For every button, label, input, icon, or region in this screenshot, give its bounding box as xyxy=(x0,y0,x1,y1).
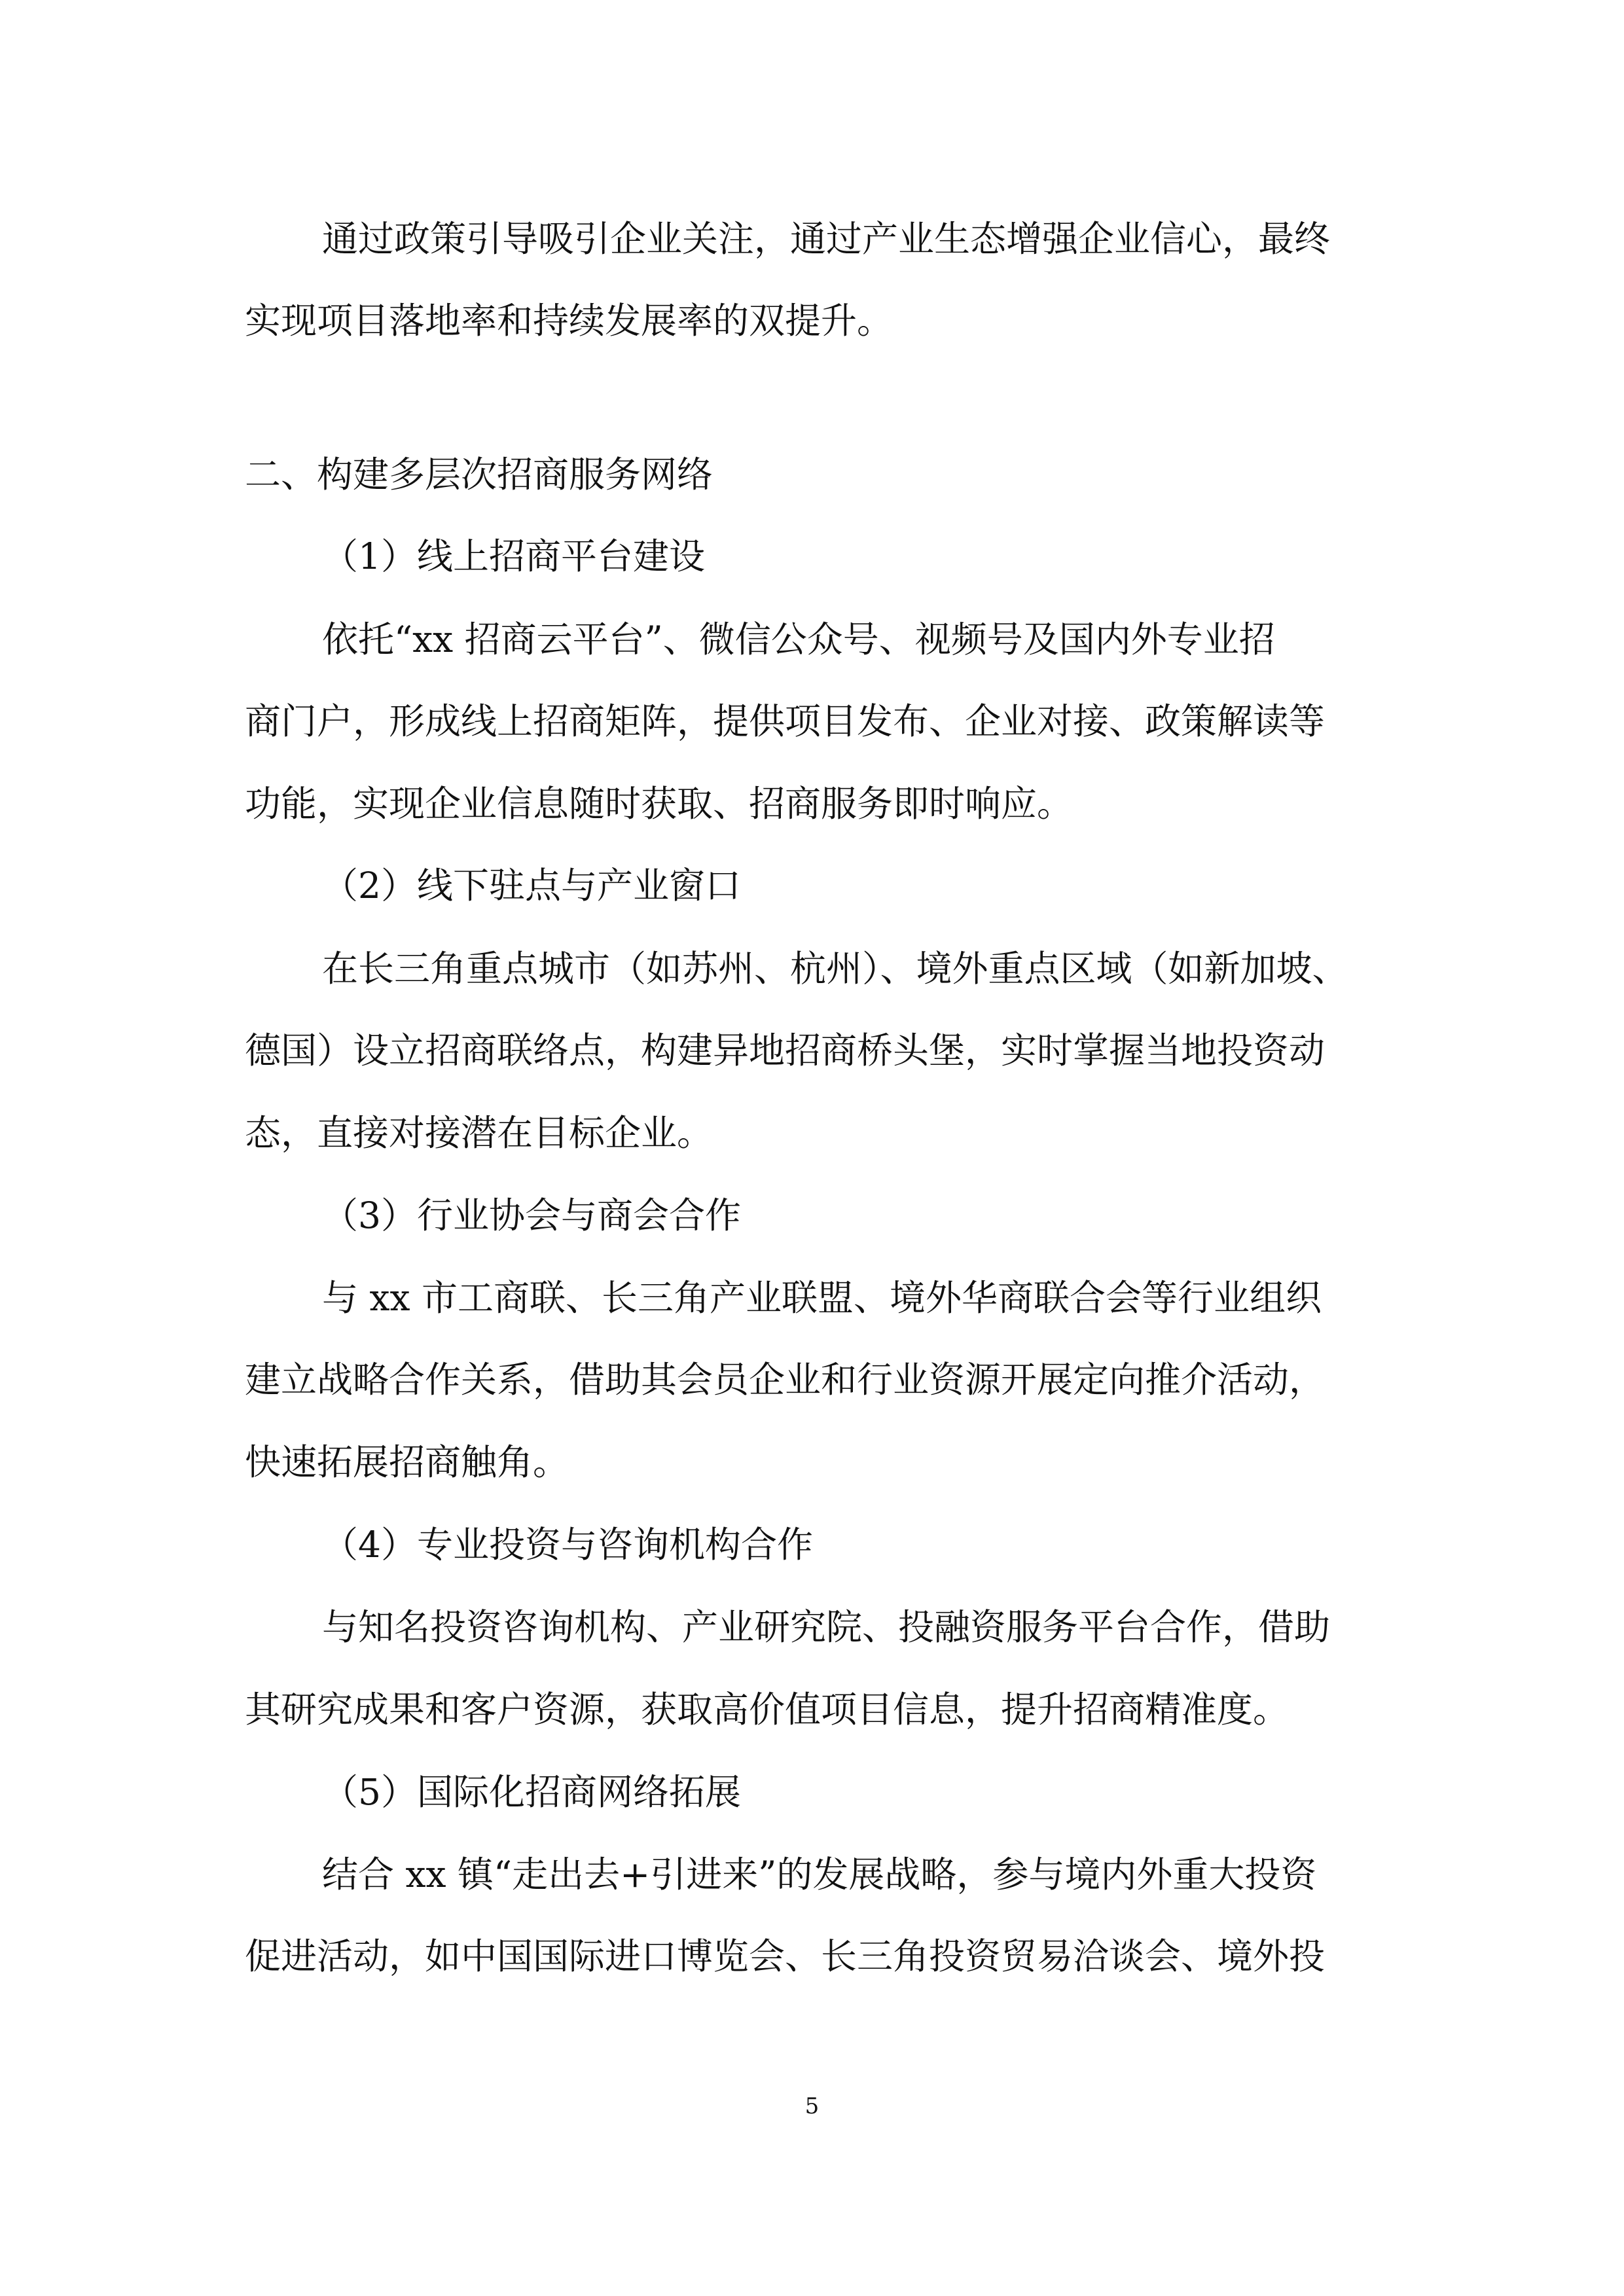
subsection-heading: （1）线上招商平台建设 xyxy=(322,535,705,577)
subsection-heading: （5）国际化招商网络拓展 xyxy=(322,1771,741,1813)
paragraph-line: 依托“xx 招商云平台”、微信公众号、视频号及国内外专业招 xyxy=(322,619,1275,660)
paragraph-line: 功能，实现企业信息随时获取、招商服务即时响应。 xyxy=(245,783,1074,825)
paragraph-line: 其研究成果和客户资源，获取高价值项目信息，提升招商精准度。 xyxy=(245,1689,1290,1731)
page-number: 5 xyxy=(804,2093,820,2119)
paragraph-line: 实现项目落地率和持续发展率的双提升。 xyxy=(245,300,893,342)
paragraph-line: 态，直接对接潜在目标企业。 xyxy=(245,1112,713,1154)
paragraph-line: 商门户，形成线上招商矩阵，提供项目发布、企业对接、政策解读等 xyxy=(245,700,1326,742)
paragraph-line: 与知名投资咨询机构、产业研究院、投融资服务平台合作，借助 xyxy=(322,1606,1331,1648)
paragraph-line: 德国）设立招商联络点，构建异地招商桥头堡，实时掌握当地投资动 xyxy=(245,1030,1326,1071)
paragraph-line: 结合 xx 镇“走出去+引进来”的发展战略，参与境内外重大投资 xyxy=(322,1854,1317,1895)
subsection-heading: （3）行业协会与商会合作 xyxy=(322,1194,741,1236)
paragraph-line: 建立战略合作关系，借助其会员企业和行业资源开展定向推介活动， xyxy=(245,1359,1326,1401)
paragraph-line: 快速拓展招商触角。 xyxy=(245,1441,569,1483)
paragraph-line: 促进活动，如中国国际进口博览会、长三角投资贸易洽谈会、境外投 xyxy=(245,1935,1326,1977)
section-heading: 二、构建多层次招商服务网络 xyxy=(245,454,713,495)
paragraph-line: 在长三角重点城市（如苏州、杭州）、境外重点区域（如新加坡、 xyxy=(322,948,1348,990)
paragraph-line: 与 xx 市工商联、长三角产业联盟、境外华商联合会等行业组织 xyxy=(322,1277,1322,1319)
paragraph-line: 通过政策引导吸引企业关注，通过产业生态增强企业信心，最终 xyxy=(322,218,1331,260)
subsection-heading: （4）专业投资与咨询机构合作 xyxy=(322,1524,813,1566)
subsection-heading: （2）线下驻点与产业窗口 xyxy=(322,865,741,906)
